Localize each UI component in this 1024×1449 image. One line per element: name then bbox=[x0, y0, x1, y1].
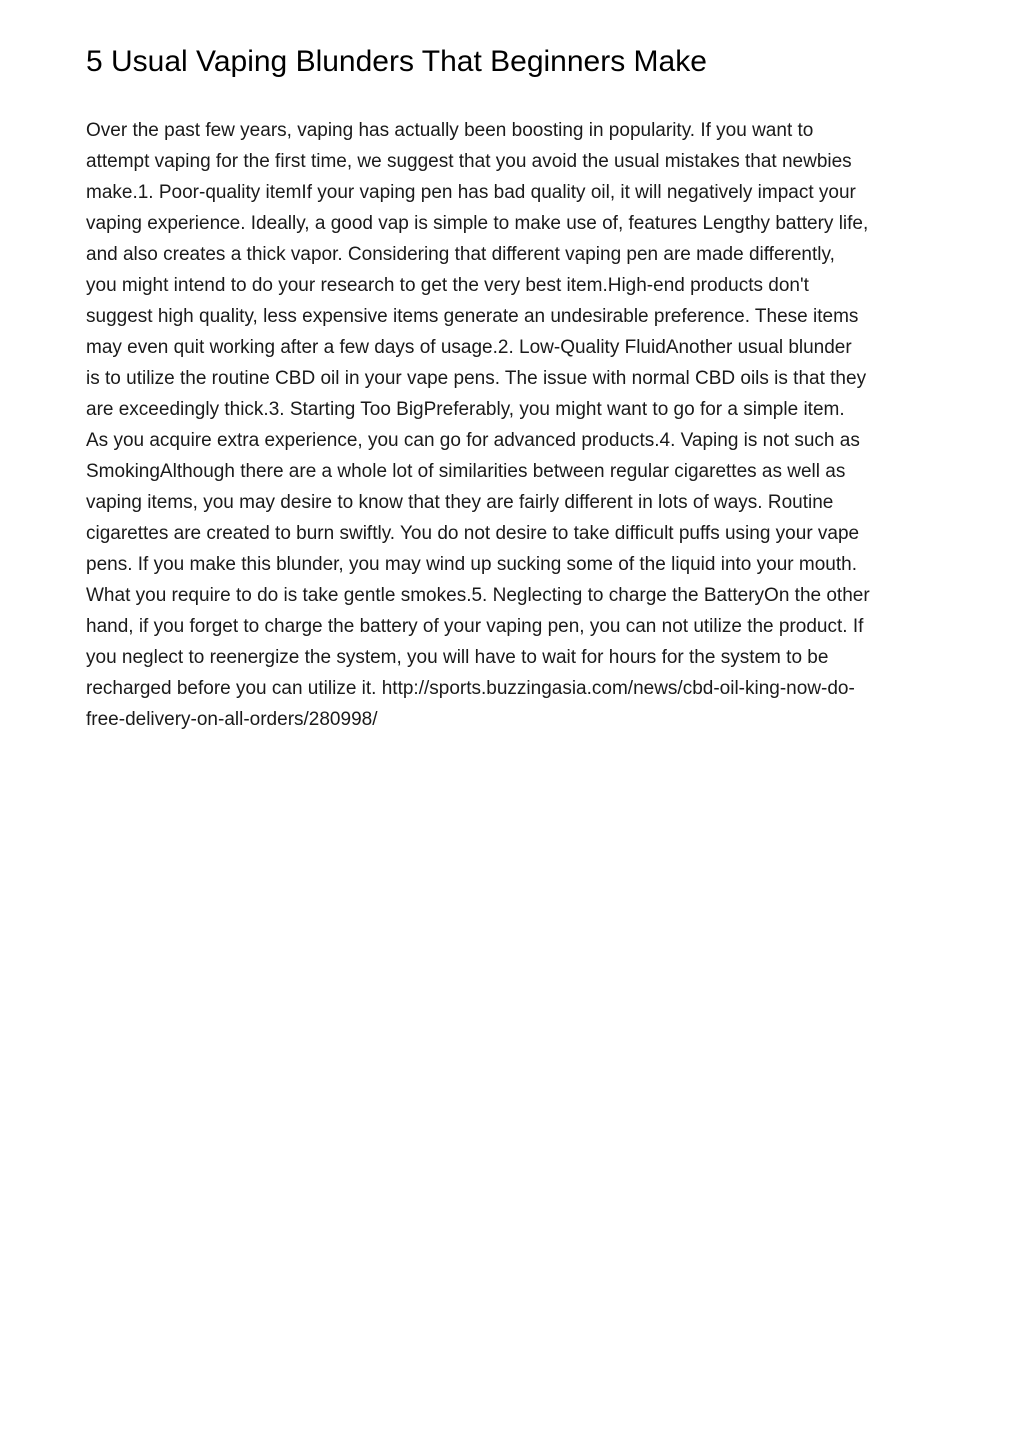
body-line: As you acquire extra experience, you can go for advanced products.4. Vaping is not such as bbox=[86, 430, 860, 451]
body-line: hand, if you forget to charge the battery of your vaping pen, you can not utilize the product. If bbox=[86, 616, 864, 637]
body-line: and also creates a thick vapor. Considering that different vaping pen are made differently, bbox=[86, 244, 835, 265]
body-line: SmokingAlthough there are a whole lot of similarities between regular cigarettes as well as bbox=[86, 461, 846, 482]
body-line: cigarettes are created to burn swiftly. You do not desire to take difficult puffs using your vape bbox=[86, 523, 860, 544]
body-line: attempt vaping for the first time, we suggest that you avoid the usual mistakes that newbies bbox=[86, 151, 852, 172]
article-body bbox=[86, 115, 944, 735]
body-line: suggest high quality, less expensive items generate an undesirable preference. These items bbox=[86, 306, 859, 327]
page-title: 5 Usual Vaping Blunders That Beginners Make bbox=[86, 45, 707, 78]
body-line: is to utilize the routine CBD oil in your vape pens. The issue with normal CBD oils is that they bbox=[86, 368, 867, 389]
body-line: may even quit working after a few days of usage.2. Low-Quality FluidAnother usual blunder bbox=[86, 337, 852, 358]
body-line: What you require to do is take gentle smokes.5. Neglecting to charge the BatteryOn the other bbox=[86, 585, 870, 606]
body-line: Over the past few years, vaping has actually been boosting in popularity. If you want to bbox=[86, 120, 814, 141]
body-line: vaping items, you may desire to know that they are fairly different in lots of ways. Routine bbox=[86, 492, 834, 513]
body-line: recharged before you can utilize it. http://sports.buzzingasia.com/news/cbd-oil-king-now-do- bbox=[86, 678, 855, 699]
body-line: vaping experience. Ideally, a good vap is simple to make use of, features Lengthy battery life, bbox=[86, 213, 869, 234]
body-line: make.1. Poor-quality itemIf your vaping pen has bad quality oil, it will negatively impact your bbox=[86, 182, 856, 203]
body-line: you neglect to reenergize the system, you will have to wait for hours for the system to be bbox=[86, 647, 829, 668]
body-line: are exceedingly thick.3. Starting Too BigPreferably, you might want to go for a simple item. bbox=[86, 399, 845, 420]
body-line: pens. If you make this blunder, you may wind up sucking some of the liquid into your mouth. bbox=[86, 554, 857, 575]
body-line: free-delivery-on-all-orders/280998/ bbox=[86, 709, 378, 730]
body-line: you might intend to do your research to get the very best item.High-end products don't bbox=[86, 275, 809, 296]
